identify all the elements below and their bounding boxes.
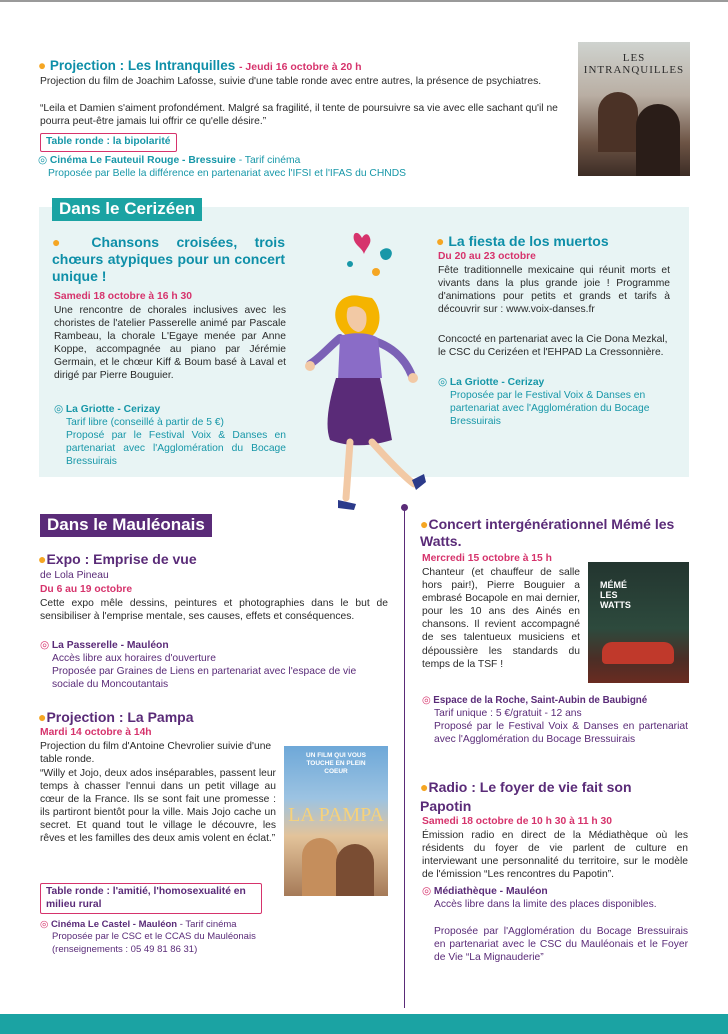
chansons-location-row: ◎ La Griotte - Cerizay [54,404,161,415]
location-pin-icon: ◎ [422,695,431,706]
concert-location-row: ◎ Espace de la Roche, Saint-Aubin de Baubigné [422,695,648,706]
concert-tarif: Tarif unique : 5 €/gratuit - 12 ans [434,708,582,719]
expo-location-row: ◎ La Passerelle - Mauléon [40,640,169,651]
location-pin-icon: ◎ [38,155,47,166]
pampa-proposee: Proposée par le CSC et le CCAS du Mauléonais (renseignements : 05 49 81 86 31) [52,931,256,955]
pampa-poster [284,746,388,896]
pampa-desc2: “Willy et Jojo, deux ados inséparables, passent leur temps à chasser l'ennui dans un petit village au cœur de la France. Ils se sont fait une promesse : ils partiront bientôt pour la ville. Mais Jojo cache un secret. Et quand tout le village le découvre, les rêves et les familles des deux amis volent en éclat.” [40,768,276,845]
intranquilles-title-row: ● Projection : Les Intranquilles - Jeudi 16 octobre à 20 h [38,58,362,73]
intranquilles-poster-title: LES INTRANQUILLES [583,52,685,76]
concert-date: Mercredi 15 octobre à 15 h [422,553,552,564]
chansons-date: Samedi 18 octobre à 16 h 30 [54,291,192,302]
location-pin-icon: ◎ [422,886,431,897]
cerizeen-tag: Dans le Cerizéen [52,198,202,221]
poster-figure-2 [336,844,374,896]
bottom-band [0,1014,728,1034]
radio-date: Samedi 18 octobre de 10 h 30 à 11 h 30 [422,816,613,827]
radio-location-row: ◎ Médiathèque - Mauléon [422,886,548,897]
fiesta-proposee: Proposée par le Festival Voix & Danses en partenariat avec l'Agglomération du Bocage Bressuirais [450,390,650,428]
chansons-title: ● Chansons croisées, trois chœurs atypiques pour un concert unique ! [52,234,285,284]
fiesta-desc: Fête traditionnelle mexicaine qui réunit morts et vivants dans la plus grande joie ! Programme d'animations pour petits et grands et tarifs à découvrir sur : www.voix-danses.fr [438,265,670,316]
intranquilles-proposee: Proposée par Belle la différence en partenariat avec l'IFSI et l'IFAS du CHNDS [48,168,407,179]
location-pin-icon: ◎ [40,919,49,930]
pampa-title-row: ●Projection : La Pampa [38,709,194,725]
chansons-tarif: Tarif libre (conseillé à partir de 5 €) [66,417,224,428]
intranquilles-desc1: Projection du film de Joachim Lafosse, suivie d'une table ronde avec entre autres, la présence de psychiatres. [40,76,542,87]
concert-proposee: Proposé par le Festival Voix & Danses en partenariat avec l'Agglomération du Bocage Bressuirais [434,721,688,746]
fiesta-title-row: ● La fiesta de los muertos [436,233,609,249]
radio-acces: Accès libre dans la limite des places disponibles. [434,899,657,910]
expo-desc: Cette expo mêle dessins, peintures et photographies dans le but de sensibiliser à l'emprise mentale, ses causes, effets et conséquences. [40,598,388,623]
pampa-desc1: Projection du film d'Antoine Chevrolier suivie d'une table ronde. [40,741,272,766]
pampa-poster-tag: UN FILM QUI VOUS TOUCHE EN PLEIN COEUR [306,752,366,775]
pampa-table-ronde: Table ronde : l'amitié, l'homosexualité en milieu rural [40,883,262,914]
concert-title: ●Concert intergénérationnel Mémé les Watts. [420,516,675,549]
fiesta-title: La fiesta de los muertos [448,233,609,249]
poster-figure [302,838,338,896]
location-pin-icon: ◎ [438,377,447,388]
divider-dot [401,504,408,511]
intranquilles-poster [578,42,690,176]
poster-figure [598,92,638,152]
radio-proposee: Proposée par l'Agglomération du Bocage Bressuirais en partenariat avec le CSC du Mauléonais et le Foyer de Vie “La Mignauderie” [434,926,688,964]
intranquilles-date: Jeudi 16 octobre à 20 h [245,61,362,73]
radio-title: ●Radio : Le foyer de vie fait son Papotin [420,779,632,814]
expo-author: de Lola Pineau [40,570,109,581]
dancer-illustration [300,228,435,513]
mauleonais-tag: Dans le Mauléonais [40,514,212,537]
concert-poster [588,562,689,683]
column-divider [404,508,405,1008]
pampa-title: Projection : La Pampa [46,709,194,725]
pampa-location-row: ◎ Cinéma Le Castel - Mauléon - Tarif cinéma [40,919,237,930]
expo-date: Du 6 au 19 octobre [40,584,133,595]
expo-title: Expo : Emprise de vue [46,551,197,567]
location-pin-icon: ◎ [54,404,63,415]
chansons-proposee: Proposé par le Festival Voix & Danses en partenariat avec l'Agglomération du Bocage Bressuirais [66,430,286,468]
expo-title-row: ●Expo : Emprise de vue [38,551,197,567]
intranquilles-desc2: “Leila et Damien s'aiment profondément. Malgré sa fragilité, il tente de poursuivre sa vie avec elle sachant qu'il ne pourra peut-être jamais lui offrir ce qu'elle désire.” [40,103,558,128]
concert-desc: Chanteur (et chauffeur de salle hors pair!), Pierre Bouguier a embrasé Bocapole en mai dernier, pour les 10 ans des Ainés en chansons. Il revient accompagné de ses talentueux musiciens et dépoussière les standards du temps de la TSF ! [422,567,580,670]
poster-car [602,642,674,664]
fiesta-date: Du 20 au 23 octobre [438,251,536,262]
fiesta-desc2: Concocté en partenariat avec la Cie Dona Mezkal, le CSC du Cerizéen et l'EHPAD La Cressonnière. [438,334,668,359]
radio-desc: Émission radio en direct de la Médiathèque où les résidents du foyer de vie parlent de culture en interviewant une personnalité du territoire, sur le modèle de l'émission “Les rencontres du Papotin”. [422,830,688,881]
chansons-desc: Une rencontre de chorales inclusives avec les choristes de l'atelier Passerelle animé par Pascale Rambeau, la chorale L'Egaye menée par Anne Koppe, accompagnée au piano par Jérémie Germain, et le chœur Kiff & Boum basé à Laval et dirigé par Pierre Bouguier. [54,305,286,382]
poster-figure-2 [636,104,680,176]
bullet-dot: ● [38,58,47,73]
top-border [0,0,728,2]
fiesta-location-row: ◎ La Griotte - Cerizay [438,377,545,388]
intranquilles-location: Cinéma Le Fauteuil Rouge - Bressuire [49,155,236,166]
pampa-poster-title: LA PAMPA [288,804,384,826]
intranquilles-location-row: ◎ Cinéma Le Fauteuil Rouge - Bressuire - Tarif cinéma [38,155,301,166]
expo-proposee: Proposée par Graines de Liens en partenariat avec l'espace de vie sociale du Moncoutantais [52,666,357,691]
location-pin-icon: ◎ [40,640,49,651]
expo-acces: Accès libre aux horaires d'ouverture [52,653,216,664]
intranquilles-title: Projection : Les Intranquilles [49,58,236,73]
concert-poster-title: MÉMÉ LES WATTS [600,580,631,610]
intranquilles-table-ronde: Table ronde : la bipolarité [40,133,177,152]
pampa-date: Mardi 14 octobre à 14h [40,727,152,738]
